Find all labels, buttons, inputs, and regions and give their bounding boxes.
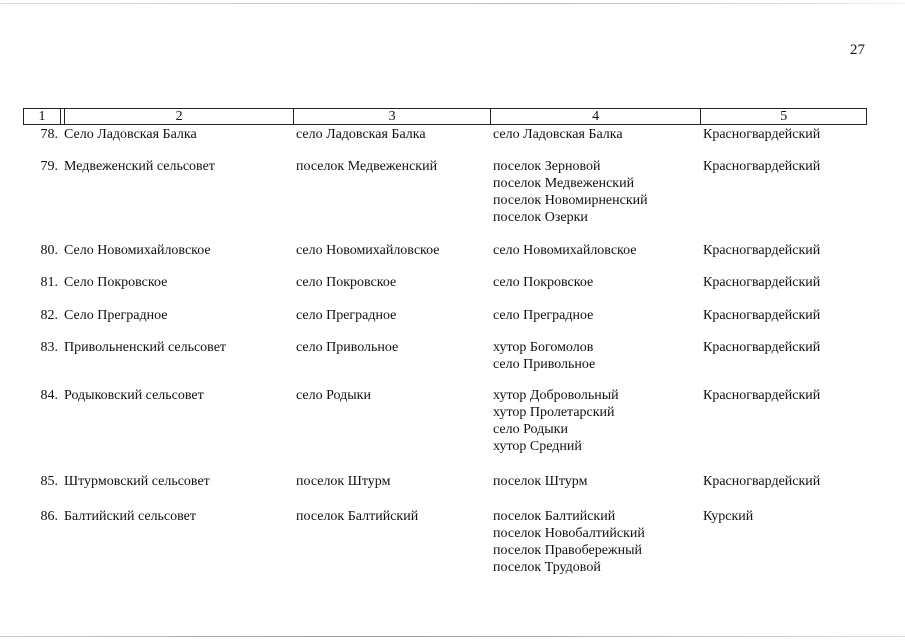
row-number: 83. [40, 340, 58, 355]
district-name: Красногвардейский [703, 159, 821, 174]
settlement-item: село Ладовская Балка [493, 127, 623, 142]
settlement-item: поселок Озерки [493, 210, 588, 225]
header-col-1: 1 [24, 109, 61, 124]
row-number: 80. [40, 243, 58, 258]
settlement-item: поселок Трудовой [493, 560, 601, 575]
administrative-center: село Преградное [296, 308, 397, 323]
municipality-name: Медвеженский сельсовет [64, 159, 215, 174]
administrative-center: село Ладовская Балка [296, 127, 426, 142]
district-name: Красногвардейский [703, 474, 821, 489]
district-name: Красногвардейский [703, 243, 821, 258]
municipality-name: Штурмовский сельсовет [64, 474, 210, 489]
administrative-center: село Родыки [296, 388, 371, 403]
district-name: Курский [703, 509, 754, 524]
district-name: Красногвардейский [703, 275, 821, 290]
administrative-center: село Привольное [296, 340, 399, 355]
settlement-item: поселок Штурм [493, 474, 588, 489]
settlements-list [493, 339, 595, 373]
settlement-item: поселок Новомирненский [493, 193, 648, 208]
settlement-item: поселок Правобережный [493, 543, 642, 558]
page-number: 27 [850, 42, 865, 58]
header-col-3: 3 [294, 109, 491, 124]
row-number: 85. [40, 474, 58, 489]
settlements-list [493, 158, 648, 226]
scan-artifact-bottom [0, 636, 905, 637]
municipality-name: Село Новомихайловское [64, 243, 211, 258]
district-name: Красногвардейский [703, 127, 821, 142]
administrative-center: поселок Медвеженский [296, 159, 438, 174]
settlements-list [493, 473, 587, 490]
municipality-name: Село Ладовская Балка [64, 127, 197, 142]
settlement-item: поселок Медвеженский [493, 176, 635, 191]
settlements-list [493, 274, 593, 291]
settlement-item: село Родыки [493, 422, 568, 437]
settlement-item: хутор Пролетарский [493, 405, 615, 420]
header-col-4: 4 [491, 109, 702, 124]
row-number: 79. [40, 159, 58, 174]
settlement-item: хутор Богомолов [493, 340, 594, 355]
settlement-item: поселок Новобалтийский [493, 526, 645, 541]
settlements-list [493, 242, 637, 259]
row-number: 82. [40, 308, 58, 323]
settlement-item: поселок Балтийский [493, 509, 616, 524]
row-number: 86. [40, 509, 58, 524]
district-name: Красногвардейский [703, 308, 821, 323]
settlements-list [493, 508, 645, 576]
row-number: 81. [40, 275, 58, 290]
district-name: Красногвардейский [703, 340, 821, 355]
settlement-item: село Преградное [493, 308, 594, 323]
administrative-center: село Покровское [296, 275, 397, 290]
municipality-name: Балтийский сельсовет [64, 509, 197, 524]
settlement-item: село Новомихайловское [493, 243, 637, 258]
municipality-name: Село Преградное [64, 308, 168, 323]
administrative-center: поселок Штурм [296, 474, 391, 489]
municipality-name: Родыковский сельсовет [64, 388, 204, 403]
administrative-center: село Новомихайловское [296, 243, 440, 258]
settlements-list [493, 126, 623, 143]
settlement-item: село Покровское [493, 275, 594, 290]
row-number: 78. [40, 127, 58, 142]
district-name: Красногвардейский [703, 388, 821, 403]
row-number: 84. [40, 388, 58, 403]
header-col-2: 2 [65, 109, 294, 124]
settlement-item: село Привольное [493, 357, 596, 372]
settlement-item: хутор Добровольный [493, 388, 619, 403]
municipality-name: Привольненский сельсовет [64, 340, 227, 355]
administrative-center: поселок Балтийский [296, 509, 419, 524]
settlement-item: поселок Зерновой [493, 159, 601, 174]
header-col-5: 5 [780, 109, 788, 124]
settlements-list [493, 387, 619, 455]
settlements-list [493, 307, 593, 324]
settlement-item: хутор Средний [493, 439, 582, 454]
municipality-name: Село Покровское [64, 275, 168, 290]
